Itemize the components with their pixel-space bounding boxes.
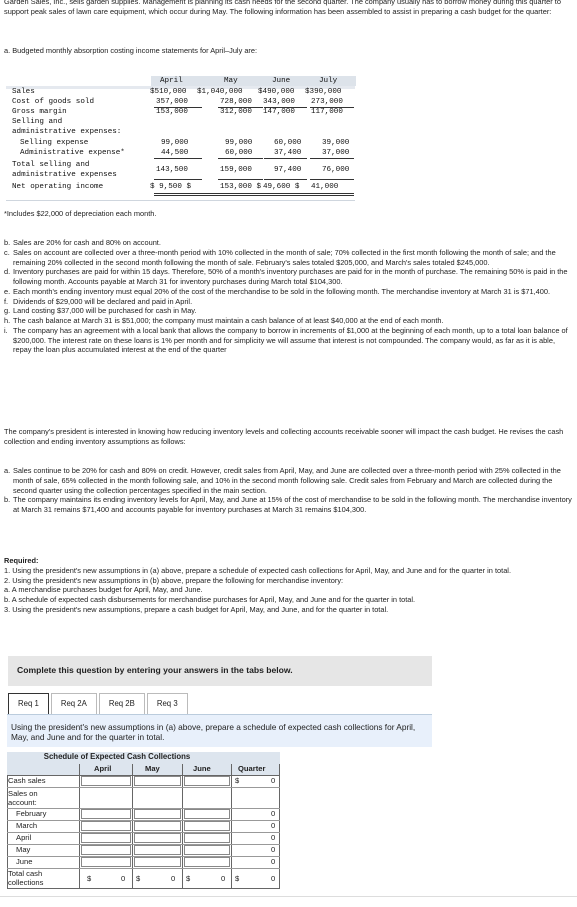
- required-heading: Required:: [4, 556, 39, 565]
- total-june: 0: [221, 874, 226, 883]
- required-line-5: 3. Using the president's new assumptions, prepare a cash budget for April, May, and June, and for the quarter in total.: [4, 604, 389, 614]
- tab-req-3[interactable]: Req 3: [147, 693, 188, 714]
- footnote: *Includes $22,000 of depreciation each month.: [4, 209, 157, 218]
- input-june-june[interactable]: [184, 857, 230, 867]
- total-april: 0: [121, 874, 126, 883]
- col-april: April: [160, 77, 183, 85]
- col-april: April: [94, 764, 112, 773]
- required-line-4: b. A schedule of expected cash disbursements for merchandise purchases for April, May, and June and for the quarter in total.: [4, 595, 416, 605]
- new-assumption-list: [4, 466, 572, 515]
- quarter-march: 0: [271, 821, 276, 830]
- requirement-tabs: [8, 693, 190, 714]
- input-may-april[interactable]: [81, 845, 131, 855]
- row-sales: Sales $510,000 $1,040,000 $490,000 $390,000: [12, 88, 342, 96]
- assumption-h: h. The cash balance at March 31 is $51,000; the company must maintain a cash balance of at least $40,000 at the end of each month.: [4, 316, 444, 326]
- new-assumption-a: a. Sales continue to be 20% for cash and 80% on credit. However, credit sales from April, May, and June are collected over a three-month period with 25% collected in the month of sale, 65% collected in the month following sale, and 10% in the second month following sale. Credit sales from February and March are collected during the second quarter using the collection percentages specified in the main section.: [4, 466, 561, 495]
- row-gross-margin: Gross margin 153,000 312,000 147,000 117,000: [12, 108, 343, 116]
- instruction-box: [8, 656, 432, 686]
- col-july: July: [319, 77, 338, 85]
- row-june: June: [16, 857, 33, 866]
- col-june: June: [193, 764, 211, 773]
- col-may: May: [145, 764, 160, 773]
- row-sales-on: Sales on: [8, 789, 38, 798]
- question-box: [7, 714, 432, 747]
- new-assumption-b: b. The company maintains its ending inventory levels for April, May, and June at 15% of the cost of merchandise to be sold in the following month. The merchandise inventory at March 31 remains $71,400 and accounts payable for inventory purchases at March 31 remains $104,300.: [4, 495, 572, 515]
- tab-req-2b[interactable]: Req 2B: [99, 693, 145, 714]
- required-line-3: a. A merchandise purchases budget for April, May, and June.: [4, 585, 203, 595]
- quarter-cash-sales: 0: [271, 776, 276, 785]
- cash-collections-schedule: Schedule of Expected Cash Collections April May June Quarter Cash sales Sales on account: February March April May June Total cash collections $ 0 0 0 0 0 0 $ 0 $ 0 $ 0 $ 0: [7, 752, 280, 889]
- tab-req-2a[interactable]: Req 2A: [51, 693, 97, 714]
- row-sa-label-1: Selling and: [12, 118, 63, 126]
- assumption-d: d. Inventory purchases are paid for within 15 days. Therefore, 50% of a month's inventory purchases are paid for in the month of purchase. The remaining 50% is paid in the following month. Accounts payable at March 31 for inventory purchases during March total $104,300.: [4, 267, 568, 287]
- required-line-2: 2. Using the president's new assumptions in (b) above, prepare the following for merchandise inventory:: [4, 575, 344, 585]
- input-march-june[interactable]: [184, 821, 230, 831]
- row-collections: collections: [8, 878, 44, 887]
- row-net-operating-income: Net operating income $ 9,500 $ 153,000 $ 49,600 $ 41,000: [12, 183, 339, 191]
- assumption-e: e. Each month's ending inventory must equal 20% of the cost of the merchandise to be sold in the following month. The merchandise inventory at March 31 is $71,400.: [4, 286, 550, 296]
- input-cash-sales-june[interactable]: [184, 776, 230, 786]
- row-february: February: [16, 809, 47, 818]
- input-may-may[interactable]: [134, 845, 181, 855]
- input-may-june[interactable]: [184, 845, 230, 855]
- row-march: March: [16, 821, 38, 830]
- assumption-g: g. Land costing $37,000 will be purchased for cash in May.: [4, 306, 197, 316]
- total-quarter: 0: [271, 874, 276, 883]
- input-february-june[interactable]: [184, 809, 230, 819]
- input-april-may[interactable]: [134, 833, 181, 843]
- tab-req-1[interactable]: Req 1: [8, 693, 49, 714]
- col-quarter: Quarter: [238, 764, 266, 773]
- input-february-may[interactable]: [134, 809, 181, 819]
- input-february-april[interactable]: [81, 809, 131, 819]
- row-april: April: [16, 833, 32, 842]
- row-sa-label-2: administrative expenses:: [12, 128, 122, 136]
- instruction-text: Complete this question by entering your answers in the tabs below.: [17, 665, 293, 675]
- quarter-june: 0: [271, 857, 276, 866]
- row-total-sa-2: administrative expenses: [12, 171, 117, 179]
- row-may: May: [16, 845, 31, 854]
- assumption-b: b. Sales are 20% for cash and 80% on account.: [4, 238, 161, 247]
- input-april-june[interactable]: [184, 833, 230, 843]
- assumption-f: f. Dividends of $29,000 will be declared and paid in April.: [4, 296, 193, 306]
- input-cash-sales-april[interactable]: [81, 776, 131, 786]
- input-cash-sales-may[interactable]: [134, 776, 181, 786]
- row-account: account:: [8, 798, 37, 807]
- total-may: 0: [171, 874, 176, 883]
- question-text: Using the president's new assumptions in (a) above, prepare a schedule of expected cash collections for April, May, and June and for the quarter in total.: [11, 722, 416, 743]
- row-total-sa-values: 143,500 159,000 97,400 76,000: [156, 166, 350, 174]
- schedule-title: Schedule of Expected Cash Collections: [43, 752, 191, 761]
- problem-intro: Garden Sales, Inc., sells garden supplies. Management is planning its cash needs for the second quarter. The company usually has to borrow money during this quarter to support peak sales of lawn care equipment, which occur during May. The following information has been assembled to assist in preparing a cash budget for the quarter:: [4, 0, 561, 16]
- quarter-february: 0: [271, 809, 276, 818]
- assumption-c: c. Sales on account are collected over a three-month period with 10% collected in the month of sale; 70% collected in the first month following the month of sale; and the remaining 20% collected in the second month following the month of sale. February's sales totaled $205,000, and March's sales totaled $245,000.: [4, 247, 556, 267]
- row-total-cash: Total cash: [8, 869, 43, 878]
- assumption-i: i. The company has an agreement with a local bank that allows the company to borrow in increments of $1,000 at the beginning of each month, up to a total loan balance of $200,000. The interest rate on these loans is 1% per month and for simplicity we will assume that interest is not compounded. The company would, as far as it is able, repay the loan plus accumulated interest at the end of the quarter: [4, 325, 568, 355]
- part-a-heading: a. Budgeted monthly absorption costing income statements for April–July are:: [4, 46, 258, 55]
- input-march-may[interactable]: [134, 821, 181, 831]
- required-section: [4, 556, 572, 615]
- input-june-may[interactable]: [134, 857, 181, 867]
- row-cogs: Cost of goods sold 357,000 728,000 343,000 273,000: [12, 98, 343, 106]
- col-june: June: [272, 77, 291, 85]
- assumption-list: [4, 238, 572, 355]
- row-total-sa-1: Total selling and: [12, 161, 90, 169]
- quarter-april: 0: [271, 833, 276, 842]
- row-selling-expense: Selling expense 99,000 99,000 60,000 39,000: [20, 139, 350, 147]
- col-may: May: [224, 77, 238, 85]
- input-june-april[interactable]: [81, 857, 131, 867]
- required-line-1: 1. Using the president's new assumptions in (a) above, prepare a schedule of expected cash collections for April, May, and June and for the quarter in total.: [4, 565, 511, 575]
- income-header-row: [6, 76, 355, 86]
- row-cash-sales: Cash sales: [8, 776, 46, 785]
- row-admin-expense: Administrative expense* 44,500 60,000 37,400 37,000: [20, 149, 350, 157]
- input-march-april[interactable]: [81, 821, 131, 831]
- quarter-may: 0: [271, 845, 276, 854]
- input-april-april[interactable]: [81, 833, 131, 843]
- president-paragraph: The company's president is interested in knowing how reducing inventory levels and collecting accounts receivable sooner will impact the cash budget. He revises the cash collection and ending inventory assumptions as follows:: [4, 427, 564, 446]
